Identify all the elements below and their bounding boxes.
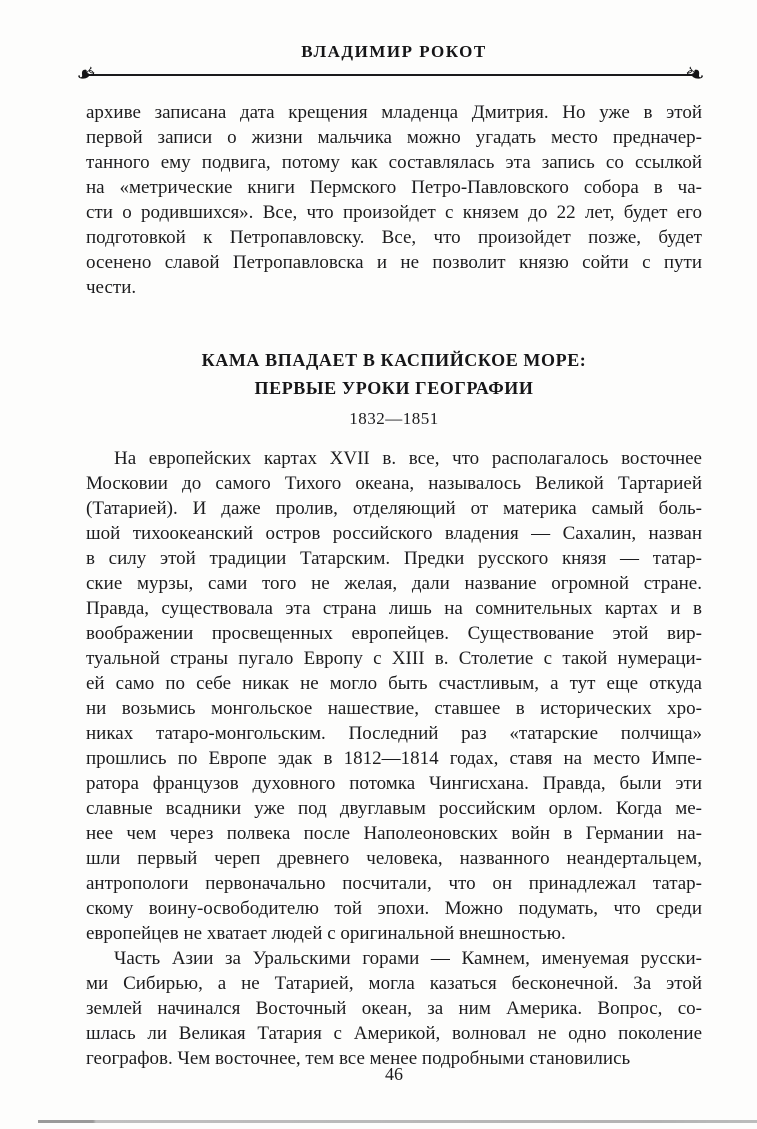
text-line: На европейских картах XVII в. все, что располагалось восточнее xyxy=(114,448,702,469)
text-line: землей начинался Восточный океан, за ним Америка. Вопрос, со- xyxy=(86,998,702,1019)
text-line: антропологи первоначально посчитали, что он принадлежал татар- xyxy=(86,873,702,894)
text-line: танного ему подвига, потому как составлялась эта запись со ссылкой xyxy=(86,152,702,173)
chapter-date-range: 1832—1851 xyxy=(349,409,439,428)
paragraph-siberia xyxy=(86,946,702,1071)
text-line: славные всадники уже под двуглавым российским орлом. Когда ме- xyxy=(86,798,702,819)
text-line: воображении просвещенных европейцев. Существование этой вир- xyxy=(86,623,702,644)
text-line: туальной страны пугало Европу с XIII в. Столетие с такой нумераци- xyxy=(86,648,702,669)
text-line: Московии до самого Тихого океана, называлось Великой Тартарией xyxy=(86,473,702,494)
text-line: ми Сибирью, а не Татарией, могла казаться бесконечной. За этой xyxy=(86,973,702,994)
text-line: в силу этой традиции Татарским. Предки русского князя — татар- xyxy=(86,548,702,569)
text-line: ратора французов духовного потомка Чингисхана. Правда, были эти xyxy=(86,773,702,794)
header-rule-line xyxy=(89,74,692,76)
text-line: шой тихоокеанский остров российского владения — Сахалин, назван xyxy=(86,523,702,544)
chapter-heading xyxy=(86,346,702,432)
chapter-title-line-2: ПЕРВЫЕ УРОКИ ГЕОГРАФИИ xyxy=(254,378,534,398)
text-line: осенено славой Петропавловска и не позволит князю сойти с пути xyxy=(86,252,702,273)
text-line: подготовкой к Петропавловску. Все, что произойдет позже, будет xyxy=(86,227,702,248)
text-line: чести. xyxy=(86,277,137,298)
text-line: ей само по себе никак не могло быть счастливым, а тут еще откуда xyxy=(86,673,702,694)
text-line: географов. Чем восточнее, тем все менее подробными становились xyxy=(86,1048,631,1069)
text-line: Правда, существовала эта страна лишь на сомнительных картах и в xyxy=(86,598,702,619)
header-rule xyxy=(72,57,709,91)
text-line: нее чем через полвека после Наполеоновских войн в Германии на- xyxy=(86,823,702,844)
text-line: скому воину-освободителю той эпохи. Можно подумать, что среди xyxy=(86,898,702,919)
page-number: 46 xyxy=(385,1064,403,1084)
paragraph-continuation xyxy=(86,100,702,300)
text-line: (Татарией). И даже пролив, отделяющий от материка самый боль- xyxy=(86,498,702,519)
text-line: шли первый череп древнего человека, названного неандертальцем, xyxy=(86,848,702,869)
paragraph-tartaria xyxy=(86,446,702,946)
chapter-title-line-1: КАМА ВПАДАЕТ В КАСПИЙСКОЕ МОРЕ: xyxy=(201,350,587,370)
text-line: Часть Азии за Уральскими горами — Камнем, именуемая русски- xyxy=(114,948,702,969)
flourish-left-icon: ❧ xyxy=(72,57,100,91)
text-line: шлась ли Великая Татария с Америкой, волновал не одно поколение xyxy=(86,1023,702,1044)
flourish-right-icon: ❧ xyxy=(681,57,709,91)
text-line: на «метрические книги Пермского Петро-Павловского собора в ча- xyxy=(86,177,702,198)
text-line: ни возьмись монгольское нашествие, ставшее в исторических хро- xyxy=(86,698,702,719)
text-line: никах татаро-монгольским. Последний раз «татарские полчища» xyxy=(86,723,702,744)
text-line: первой записи о жизни мальчика можно угадать место предначер- xyxy=(86,127,702,148)
text-line: ские мурзы, сами того не желая, дали название огромной стране. xyxy=(86,573,702,594)
running-header-author: ВЛАДИМИР РОКОТ xyxy=(301,42,487,61)
text-line: сти о родившихся». Все, что произойдет с князем до 22 лет, будет его xyxy=(86,202,702,223)
text-line: прошлись по Европе эдак в 1812—1814 годах, ставя на место Импе- xyxy=(86,748,702,769)
text-line: европейцев не хватает людей с оригинальной внешностью. xyxy=(86,923,566,944)
text-line: архиве записана дата крещения младенца Дмитрия. Но уже в этой xyxy=(86,102,702,123)
scan-edge-artifact xyxy=(38,1120,757,1123)
